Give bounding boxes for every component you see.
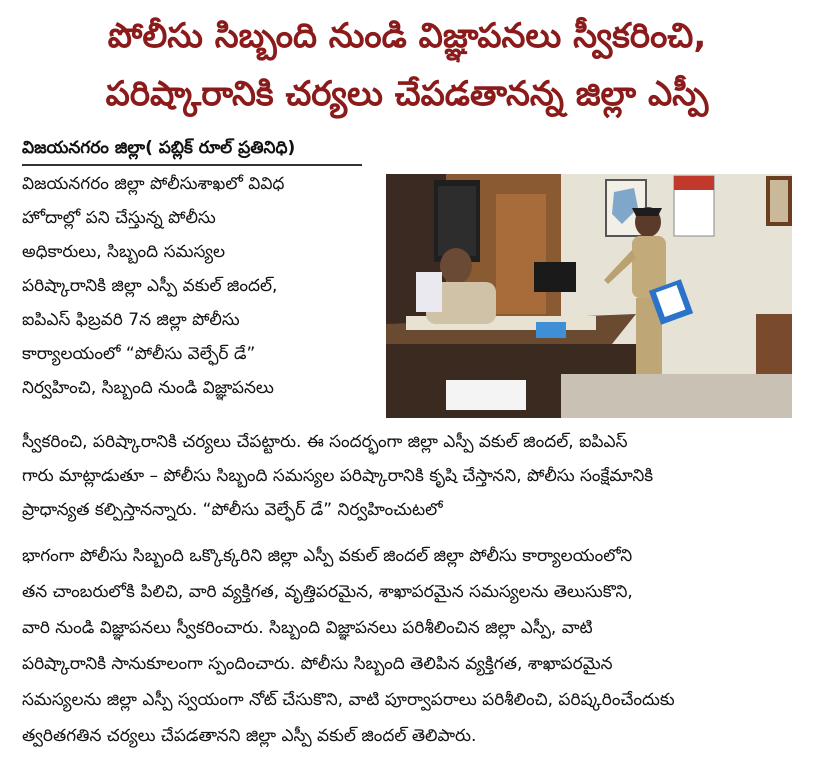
body-line: అధికారులు, సిబ్బంది సమస్యల	[22, 242, 226, 262]
dateline: విజయనగరం జిల్లా( పబ్లిక్ రూల్ ప్రతినిధి)	[22, 138, 296, 158]
body-line: పరిష్కారానికి జిల్లా ఎస్పీ వకుల్ జిందల్,	[22, 276, 278, 296]
body-line: సమస్యలను జిల్లా ఎస్పీ స్వయంగా నోట్ చేసుకొని, వాటి పూర్వాపరాలు పరిశీలించి, పరిష్కరించేందుకు	[22, 690, 675, 710]
dateline-underline	[22, 164, 362, 166]
body-line: వారి నుండి విజ్ఞాపనలు స్వీకరించారు. సిబ్బంది విజ్ఞాపనలు పరిశీలించిన జిల్లా ఎస్పీ, వాటి	[22, 618, 593, 638]
body-line: విజయనగరం జిల్లా పోలీసుశాఖలో వివిధ	[22, 174, 285, 194]
headline-line-1: పోలీసు సిబ్బంది నుండి విజ్ఞాపనలు స్వీకరించి,	[107, 16, 707, 56]
body-line: భాగంగా పోలీసు సిబ్బంది ఒక్కొక్కరిని జిల్లా ఎస్పీ వకుల్ జిందల్ జిల్లా పోలీసు కార్యాలయంలోని	[22, 546, 633, 566]
office-scene-illustration	[386, 174, 792, 418]
body-line: ఐపిఎస్ ఫిబ్రవరి 7న జిల్లా పోలీసు	[22, 310, 240, 330]
body-line: పరిష్కారానికి సానుకూలంగా స్పందించారు. పోలీసు సిబ్బంది తెలిపిన వ్యక్తిగత, శాఖాపరమైన	[22, 654, 613, 674]
body-line: స్వీకరించి, పరిష్కారానికి చర్యలు చేపట్టారు. ఈ సందర్భంగా జిల్లా ఎస్పీ వకుల్ జిందల్, ఐపిఎస్	[22, 432, 628, 452]
body-line: త్వరితగతిన చర్యలు చేపడతానని జిల్లా ఎస్పీ వకుల్ జిందల్ తెలిపారు.	[22, 726, 477, 746]
headline-line-2: పరిష్కారానికి చర్యలు చేపడతానన్న జిల్లా ఎస్పీ	[105, 74, 709, 114]
body-line: గారు మాట్లాడుతూ – పోలీసు సిబ్బంది సమస్యల పరిష్కారానికి కృషి చేస్తానని, పోలీసు సంక్షేమానికి	[22, 466, 654, 486]
body-line: హోదాల్లో పని చేస్తున్న పోలీసు	[22, 208, 216, 228]
body-line: ప్రాధాన్యత కల్పిస్తానన్నారు. “పోలీసు వెల్ఫేర్ డే” నిర్వహించుటలో	[22, 500, 443, 520]
body-line: కార్యాలయంలో “పోలీసు వెల్ఫేర్ డే”	[22, 344, 256, 364]
body-line: నిర్వహించి, సిబ్బంది నుండి విజ్ఞాపనలు	[22, 378, 274, 398]
body-line: తన చాంబరులోకి పిలిచి, వారి వ్యక్తిగత, వృత్తిపరమైన, శాఖాపరమైన సమస్యలను తెలుసుకొని,	[22, 582, 633, 602]
news-photo	[386, 174, 792, 418]
